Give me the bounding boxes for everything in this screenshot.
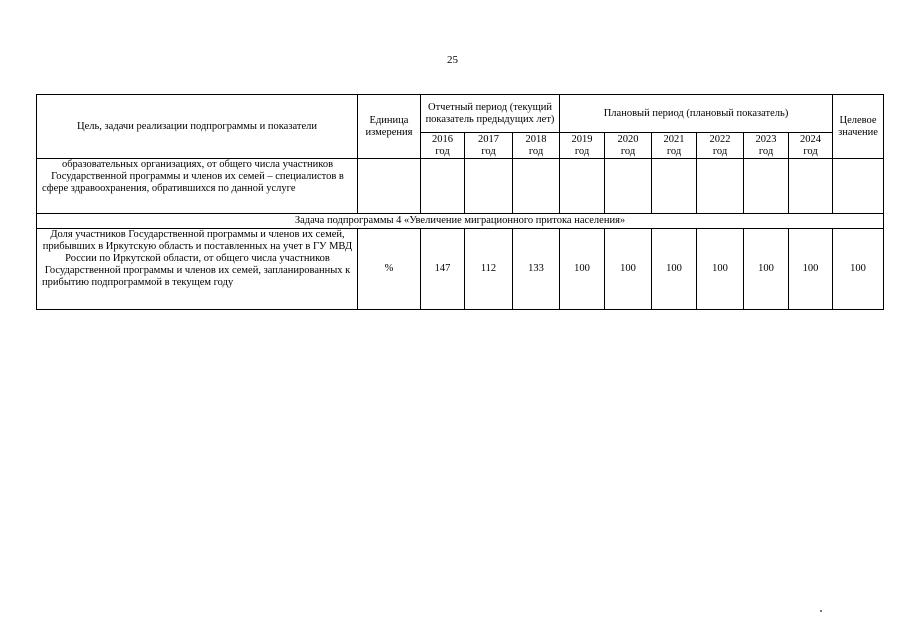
unit-column-header: Единица измерения bbox=[358, 95, 421, 159]
target-value: 100 bbox=[833, 229, 884, 310]
empty-cell bbox=[833, 159, 884, 214]
value-2019: 100 bbox=[560, 229, 605, 310]
value-2017: 112 bbox=[465, 229, 513, 310]
empty-cell bbox=[421, 159, 465, 214]
empty-cell bbox=[744, 159, 789, 214]
year-header-2017: 2017 год bbox=[465, 133, 513, 159]
empty-cell bbox=[358, 159, 421, 214]
page-number: 25 bbox=[447, 54, 458, 66]
empty-cell bbox=[789, 159, 833, 214]
reporting-period-header: Отчетный период (текущий показатель предыдущих лет) bbox=[421, 95, 560, 133]
empty-cell bbox=[697, 159, 744, 214]
year-header-2024: 2024 год bbox=[789, 133, 833, 159]
empty-cell bbox=[513, 159, 560, 214]
value-2023: 100 bbox=[744, 229, 789, 310]
year-header-2023: 2023 год bbox=[744, 133, 789, 159]
indicators-table bbox=[36, 94, 884, 310]
task-row bbox=[37, 214, 884, 229]
year-header-2022: 2022 год bbox=[697, 133, 744, 159]
year-header-2016: 2016 год bbox=[421, 133, 465, 159]
value-2022: 100 bbox=[697, 229, 744, 310]
value-2021: 100 bbox=[652, 229, 697, 310]
year-header-2020: 2020 год bbox=[605, 133, 652, 159]
year-header-2018: 2018 год bbox=[513, 133, 560, 159]
year-header-2019: 2019 год bbox=[560, 133, 605, 159]
year-header-2021: 2021 год bbox=[652, 133, 697, 159]
scan-speck bbox=[820, 610, 822, 612]
header-row-1 bbox=[37, 95, 884, 133]
empty-cell bbox=[605, 159, 652, 214]
indicator-description: Доля участников Государственной программы и членов их семей, прибывших в Иркутскую область и поставленных на учет в ГУ МВД России по Иркутской области, от общего числа участников Государственной программы и членов их семей, запланированных к прибытию подпрограммой в текущем году bbox=[37, 229, 358, 310]
continuation-row bbox=[37, 159, 884, 214]
task-title: Задача подпрограммы 4 «Увеличение миграционного притока населения» bbox=[37, 214, 884, 229]
indicator-row bbox=[37, 229, 884, 310]
value-2018: 133 bbox=[513, 229, 560, 310]
empty-cell bbox=[652, 159, 697, 214]
target-value-header: Целевое значение bbox=[833, 95, 884, 159]
value-2024: 100 bbox=[789, 229, 833, 310]
indicator-unit: % bbox=[358, 229, 421, 310]
empty-cell bbox=[560, 159, 605, 214]
planned-period-header: Плановый период (плановый показатель) bbox=[560, 95, 833, 133]
continuation-text: образовательных организациях, от общего числа участников Государственной программы и членов их семей – специалистов в сфере здравоохранения, обратившихся по данной услуге bbox=[37, 159, 358, 214]
goal-column-header: Цель, задачи реализации подпрограммы и показатели bbox=[37, 95, 358, 159]
value-2020: 100 bbox=[605, 229, 652, 310]
empty-cell bbox=[465, 159, 513, 214]
value-2016: 147 bbox=[421, 229, 465, 310]
